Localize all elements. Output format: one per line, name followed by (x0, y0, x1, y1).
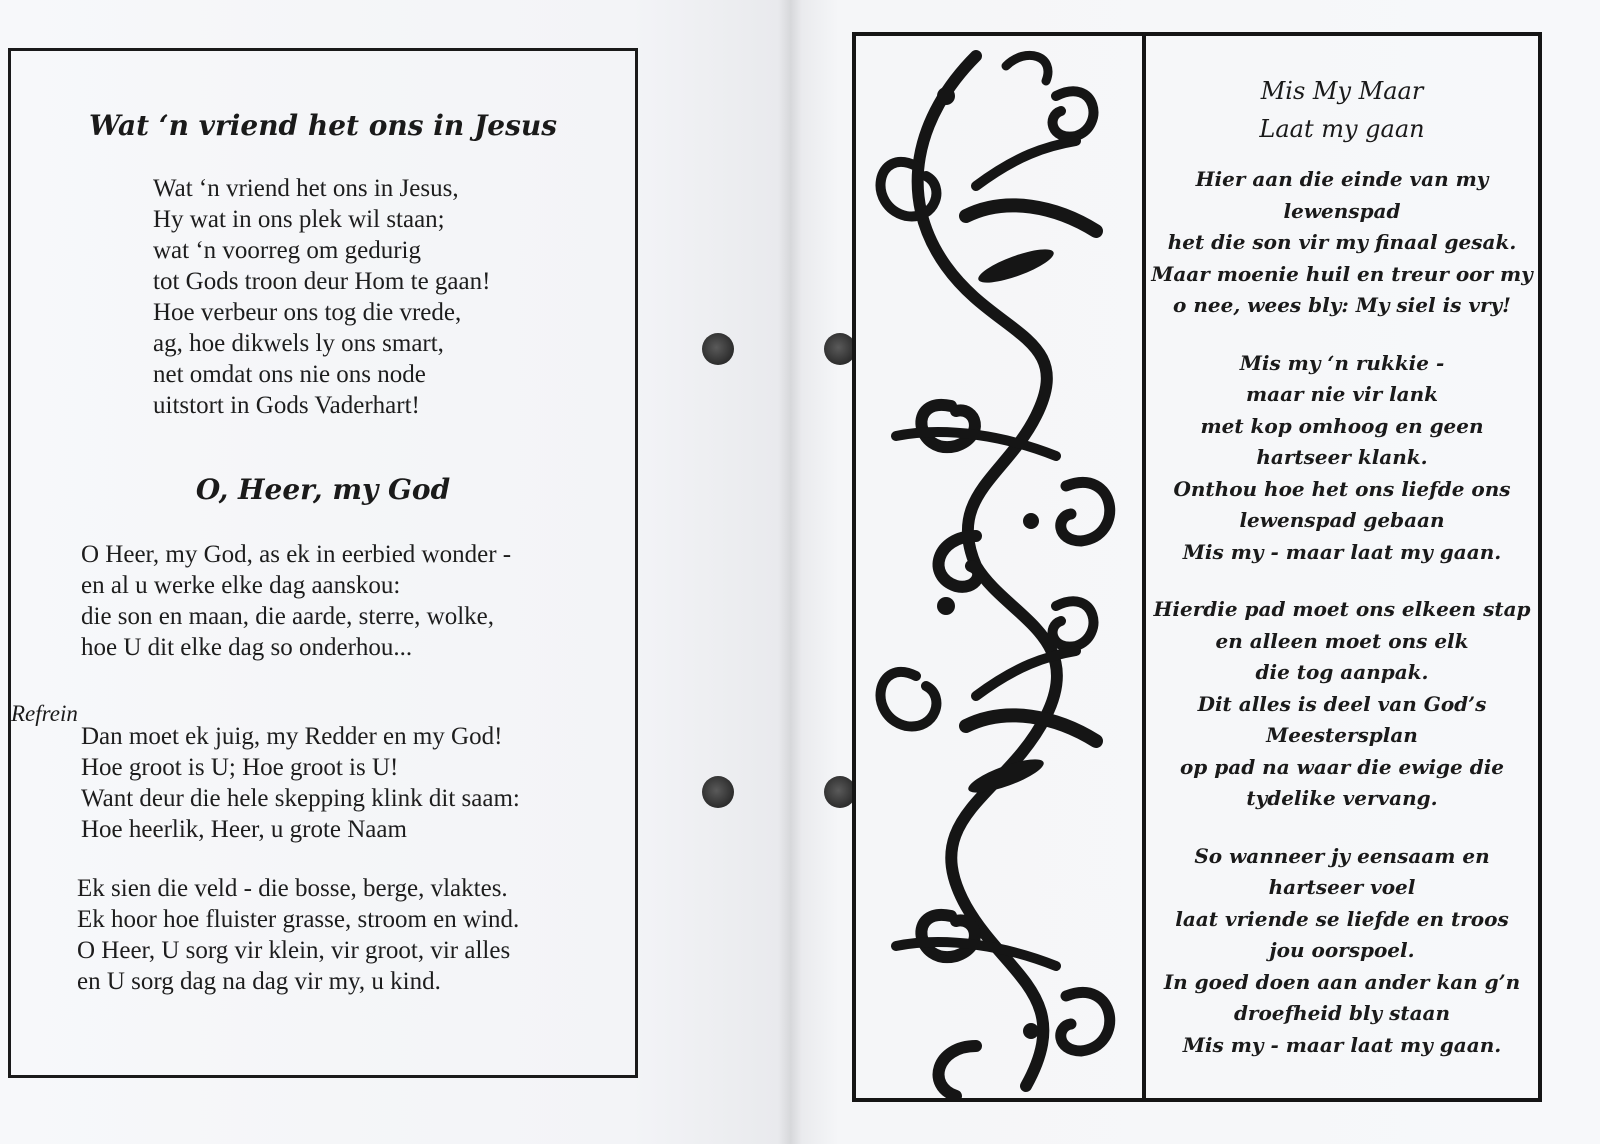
poem-line: Meestersplan (1266, 723, 1418, 747)
hymn1-verse (153, 173, 490, 421)
punch-hole (702, 333, 734, 365)
poem-line: en alleen moet ons elk (1215, 628, 1469, 653)
poem-line: In goed doen aan ander kan g’n (1163, 969, 1521, 994)
poem-line: Hierdie pad moet ons elkeen stap (1153, 597, 1531, 621)
poem-stanza-4 (1146, 841, 1538, 1062)
poem-line: Dit alles is deel van God’s (1197, 691, 1487, 716)
poem-line: het die son vir my finaal gesak. (1167, 230, 1517, 254)
poem-title-line-2: Laat my gaan (1259, 115, 1425, 143)
poem-stanza-2 (1146, 348, 1538, 569)
poem-stanza-1 (1146, 164, 1538, 322)
verse-line: tot Gods troon deur Hom te gaan! (153, 268, 491, 295)
verse-line: Hoe groot is U; Hoe groot is U! (81, 754, 399, 781)
hymn2-refrain (81, 721, 520, 845)
poem-line: Mis my ‘n rukkie - (1239, 350, 1445, 375)
poem-line: met kop omhoog en geen (1200, 413, 1484, 438)
poem-title-line-1: Mis My Maar (1260, 77, 1424, 105)
verse-line: en U sorg dag na dag vir my, u kind. (77, 968, 441, 995)
hymn2-title: O, Heer, my God (195, 473, 451, 506)
poem-line: o nee, wees bly: My siel is vry! (1173, 293, 1511, 317)
ornament-border (856, 36, 1146, 1098)
verse-line: uitstort in Gods Vaderhart! (153, 392, 420, 419)
verse-line: ag, hoe dikwels ly ons smart, (153, 330, 444, 357)
poem-line: Mis my - maar laat my gaan. (1182, 1032, 1502, 1057)
verse-line: net omdat ons nie ons node (153, 361, 426, 388)
verse-line: Hoe heerlik, Heer, u grote Naam (81, 816, 407, 843)
page-fold (778, 0, 802, 1144)
verse-line: Dan moet ek juig, my Redder en my God! (81, 723, 503, 750)
verse-line: O Heer, my God, as ek in eerbied wonder - (81, 541, 512, 568)
hymn2-verse-2 (77, 873, 519, 997)
verse-line: Ek hoor hoe fluister grasse, stroom en wind. (77, 906, 520, 933)
poem-line: Mis my - maar laat my gaan. (1182, 539, 1502, 564)
poem-line: laat vriende se liefde en troos (1175, 906, 1509, 931)
hymn1-title: Wat ‘n vriend het ons in Jesus (89, 109, 557, 142)
floral-swirl-icon (856, 36, 1142, 1098)
verse-line: en al u werke elke dag aanskou: (81, 572, 401, 599)
verse-line: Hy wat in ons plek wil staan; (153, 206, 445, 233)
verse-line: Wat ‘n vriend het ons in Jesus, (153, 175, 459, 202)
poem-line: tydelike vervang. (1246, 786, 1438, 810)
verse-line: die son en maan, die aarde, sterre, wolke, (81, 603, 495, 630)
poem-line: Onthou hoe het ons liefde ons (1173, 476, 1511, 501)
poem-line: maar nie vir lank (1245, 382, 1439, 406)
verse-line: hoe U dit elke dag so onderhou... (81, 634, 413, 661)
poem-line: lewenspad (1283, 198, 1401, 223)
poem-line: jou oorspoel. (1269, 938, 1415, 962)
punch-hole (702, 776, 734, 808)
hymn2-verse-1 (81, 539, 511, 663)
verse-line: Want deur die hele skepping klink dit saam: (81, 785, 520, 812)
poem-line: op pad na waar die ewige die (1179, 754, 1505, 779)
poem-line: So wanneer jy eensaam en (1194, 843, 1490, 868)
poem-line: lewenspad gebaan (1239, 508, 1445, 532)
left-page-frame (8, 48, 638, 1078)
poem-line: Maar moenie huil en treur oor my (1151, 261, 1533, 286)
refrain-label: Refrein (11, 701, 78, 726)
poem-line: droefheid bly staan (1233, 1001, 1451, 1025)
poem-line: die tog aanpak. (1255, 660, 1429, 684)
poem (1146, 36, 1538, 1098)
poem-line: hartseer klank. (1256, 445, 1428, 469)
right-page-frame (852, 32, 1542, 1102)
poem-line: Hier aan die einde van my (1195, 167, 1489, 191)
verse-line: wat ‘n voorreg om gedurig (153, 237, 421, 264)
verse-line: Hoe verbeur ons tog die vrede, (153, 299, 462, 326)
verse-line: O Heer, U sorg vir klein, vir groot, vir alles (77, 937, 511, 964)
poem-line: hartseer voel (1268, 875, 1416, 899)
verse-line: Ek sien die veld - die bosse, berge, vlaktes. (77, 875, 508, 902)
poem-stanza-3 (1146, 594, 1538, 815)
